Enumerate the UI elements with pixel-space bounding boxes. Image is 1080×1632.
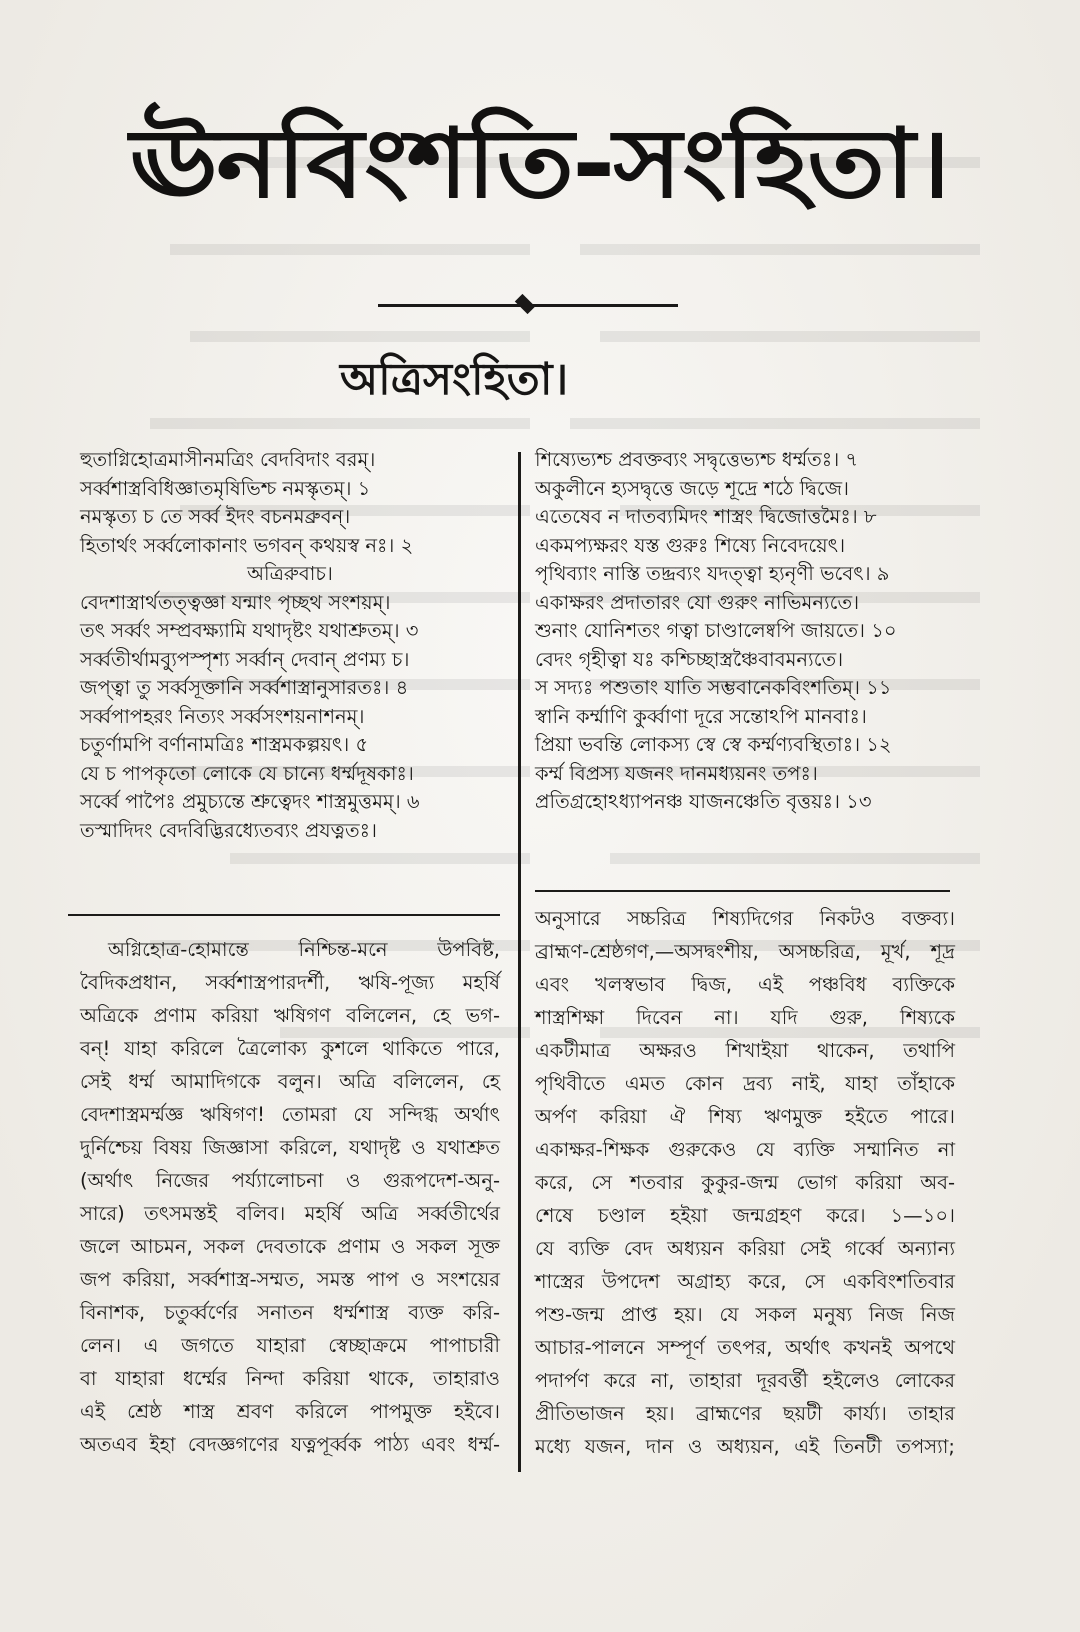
verse-line: জপ্ত্বা তু সর্ব্বসূক্তানি সর্ব্বশাস্ত্রানুসারতঃ। ৪: [80, 676, 409, 699]
prose-line: একটীমাত্র অক্ষরও শিখাইয়া থাকেন, তথাপি: [535, 1039, 955, 1062]
section-rule-left: [68, 914, 500, 916]
section-rule-right: [535, 890, 950, 892]
prose-line: অর্পণ করিয়া ঐ শিষ্য ঋণমুক্ত হইতে পারে।: [535, 1105, 955, 1128]
title-ornament-divider: [378, 298, 678, 312]
prose-line: অতএব ইহা বেদজ্ঞগণের যত্নপূর্ব্বক পাঠ্য এবং ধর্ম্ম-: [80, 1433, 500, 1456]
verse-line: বেদশাস্ত্রার্থতত্ত্বজ্ঞা যন্মাং পৃচ্ছথ সংশয়ম্।: [80, 590, 391, 614]
prose-line: (অর্থাৎ নিজের পর্য্যালোচনা ও গুরূপদেশ-অনু-: [80, 1169, 500, 1192]
prose-line: অত্রিকে প্রণাম করিয়া ঋষিগণ বলিলেন, হে ভগ-: [80, 1004, 500, 1027]
ornament-diamond-icon: [515, 294, 535, 314]
prose-line: শাস্ত্রের উপদেশ অগ্রাহ্য করে, সে একবিংশতিবার: [535, 1270, 955, 1293]
prose-line: লেন। এ জগতে যাহারা স্বেচ্ছাক্রমে পাপাচারী: [80, 1334, 500, 1357]
prose-line: যে ব্যক্তি বেদ অধ্যয়ন করিয়া সেই গর্ব্বে অন্যান্য: [535, 1237, 955, 1260]
verse-line: শিষ্যেভ্যশ্চ প্রবক্তব্যং সদ্বৃত্তেভ্যশ্চ ধর্ম্মতঃ। ৭: [535, 448, 859, 471]
prose-line: বন্! যাহা করিলে ত্রৈলোক্য কুশলে থাকিতে পারে,: [80, 1037, 500, 1060]
prose-line: করে, সে শতবার কুকুর-জন্ম ভোগ করিয়া অব-: [535, 1171, 955, 1194]
prose-line: সারে) তৎসমস্তই বলিব। মহর্ষি অত্রি সর্ব্বতীর্থের: [80, 1202, 500, 1225]
prose-line: প্রীতিভাজন হয়। ব্রাহ্মণের ছয়টী কার্য্য। তাহার: [535, 1402, 955, 1425]
verse-line: এতেষেব ন দাতব্যমিদং শাস্ত্রং দ্বিজোত্তমৈঃ। ৮: [535, 505, 877, 528]
prose-line: শেষে চণ্ডাল হইয়া জন্মগ্রহণ করে। ১—১০।: [535, 1204, 955, 1227]
prose-line: পশু-জন্ম প্রাপ্ত হয়। যে সকল মনুষ্য নিজ নিজ: [535, 1303, 955, 1326]
verse-line: একমপ্যক্ষরং যস্ত গুরুঃ শিষ্যে নিবেদয়েৎ।: [535, 533, 846, 557]
verse-line: পৃথিব্যাং নাস্তি তদ্দ্রব্যং যদত্ত্বা হ্যনৃণী ভবেৎ। ৯: [535, 562, 890, 585]
prose-line: জলে আচমন, সকল দেবতাকে প্রণাম ও সকল সূক্ত: [80, 1235, 500, 1258]
verse-line: হিতার্থং সর্ব্বলোকানাং ভগবন্ কথয়স্ব নঃ। ২: [80, 533, 414, 557]
verse-line: শুনাং যোনিশতং গত্বা চাণ্ডালেষ্বপি জায়তে। ১০: [535, 619, 897, 642]
prose-line: বিনাশক, চতুর্ব্বর্ণের সনাতন ধর্ম্মশাস্ত্র ব্যক্ত করি-: [80, 1301, 500, 1324]
prose-line: আচার-পালনে সম্পূর্ণ তৎপর, অর্থাৎ কখনই অপথে: [535, 1336, 955, 1359]
prose-line: অনুসারে সচ্চরিত্র শিষ্যদিগের নিকটও বক্তব্য।: [535, 907, 955, 930]
prose-line: বা যাহারা ধর্ম্মের নিন্দা করিয়া থাকে, তাহারাও: [80, 1367, 500, 1390]
verse-line: তৎ সর্ব্বং সম্প্রবক্ষ্যামি যথাদৃষ্টং যথাশ্রুতম্। ৩: [80, 619, 419, 642]
sanskrit-verses-right: [535, 446, 955, 817]
verse-line: প্রতিগ্রহোঽধ্যাপনঞ্চ যাজনঞ্চেতি বৃত্তয়ঃ। ১৩: [535, 790, 872, 813]
section-subtitle: অত্রিসংহিতা।: [340, 354, 569, 405]
prose-line: বেদশাস্ত্রমর্ম্মজ্ঞ ঋষিগণ! তোমরা যে সন্দিগ্ধ অর্থাৎ: [80, 1103, 500, 1126]
verse-line: একাক্ষরং প্রদাতারং যো গুরুং নাভিমন্যতে।: [535, 590, 860, 614]
prose-line: ব্রাহ্মণ-শ্রেষ্ঠগণ,—অসদ্বংশীয়, অসচ্চরিত্র, মূর্খ, শূদ্র: [535, 940, 955, 963]
prose-line: সেই ধর্ম্ম আমাদিগকে বলুন। অত্রি বলিলেন, হে: [80, 1070, 500, 1093]
prose-line: মধ্যে যজন, দান ও অধ্যয়ন, এই তিনটী তপস্যা;: [535, 1435, 955, 1458]
verse-line: সর্ব্বে পাপৈঃ প্রমুচ্যন্তে শ্রুত্বেদং শাস্ত্রমুত্তমম্। ৬: [80, 790, 420, 813]
verse-line: সর্ব্বপাপহরং নিত্যং সর্ব্বসংশয়নাশনম্।: [80, 704, 365, 728]
page-title: ঊনবিংশতি-সংহিতা।: [130, 107, 949, 220]
prose-line: এবং খলস্বভাব দ্বিজ, এই পঞ্চবিধ ব্যক্তিকে: [535, 973, 955, 996]
verse-line: কর্ম্ম বিপ্রস্য যজনং দানমধ্যয়নং তপঃ।: [535, 761, 818, 785]
prose-line: পৃথিবীতে এমত কোন দ্রব্য নাই, যাহা তাঁহাকে: [535, 1072, 955, 1095]
verse-line: অকুলীনে হ্যসদ্বৃত্তে জড়ে শূদ্রে শঠে দ্বিজে।: [535, 476, 850, 500]
prose-line: বৈদিকপ্রধান, সর্ব্বশাস্ত্রপারদর্শী, ঋষি-পূজ্য মহর্ষি: [80, 971, 500, 994]
sanskrit-verses-left: [80, 446, 500, 845]
verse-line: নমস্কৃত্য চ তে সর্ব্ব ইদং বচনমব্রুবন্।: [80, 505, 351, 528]
bengali-translation-right: [535, 902, 955, 1463]
prose-line: জপ করিয়া, সর্ব্বশাস্ত্র-সম্মত, সমস্ত পাপ ও সংশয়ের: [80, 1268, 500, 1291]
column-divider: [518, 452, 521, 1472]
verse-line: স্বানি কর্ম্মাণি কুর্ব্বাণা দূরে সন্তোঽপি মানবাঃ।: [535, 704, 867, 728]
verse-line: স সদ্যঃ পশুতাং যাতি সম্ভবানেকবিংশতিম্। ১১: [535, 676, 892, 699]
prose-line: পদার্পণ করে না, তাহারা দূরবর্ত্তী হইলেও লোকের: [535, 1369, 955, 1392]
bengali-translation-left: [80, 933, 500, 1461]
verse-line: সর্ব্বশাস্ত্রবিধিজ্ঞাতমৃষিভিশ্চ নমস্কৃতম্। ১: [80, 476, 371, 500]
verse-line: যে চ পাপকৃতো লোকে যে চান্যে ধর্ম্মদূষকাঃ।: [80, 761, 414, 785]
verse-line: প্রিয়া ভবন্তি লোকস্য স্বে স্বে কর্ম্মণ্যবস্থিতাঃ। ১২: [535, 733, 892, 756]
verse-line: সর্ব্বতীর্থাম্ব্যুপস্পৃশ্য সর্ব্বান্ দেবান্ প্রণম্য চ।: [80, 647, 410, 671]
prose-line: দুর্নিশ্চেয় বিষয় জিজ্ঞাসা করিলে, যথাদৃষ্ট ও যথাশ্রুত: [80, 1136, 500, 1159]
verse-line: বেদং গৃহীত্বা যঃ কশ্চিচ্ছাস্ত্রঞ্চৈবাবমন্যতে।: [535, 647, 844, 671]
verse-line: তস্মাদিদং বেদবিদ্ভিরধ্যেতব্যং প্রযত্নতঃ।: [80, 818, 377, 842]
prose-line: শাস্ত্রশিক্ষা দিবেন না। যদি গুরু, শিষ্যকে: [535, 1006, 955, 1029]
prose-line: একাক্ষর-শিক্ষক গুরুকেও যে ব্যক্তি সম্মানিত না: [535, 1138, 955, 1161]
prose-line: এই শ্রেষ্ঠ শাস্ত্র শ্রবণ করিলে পাপমুক্ত হইবে।: [80, 1400, 500, 1423]
verse-line: চতুর্ণামপি বর্ণানামত্রিঃ শাস্ত্রমকল্পয়ৎ। ৫: [80, 733, 369, 756]
prose-line: অগ্নিহোত্র-হোমান্তে নিশ্চিন্ত-মনে উপবিষ্ট,: [108, 938, 500, 961]
verse-line: হুতাগ্নিহোত্রমাসীনমত্রিং বেদবিদাং বরম্।: [80, 448, 376, 471]
speaker-heading: অত্রিরুবাচ।: [247, 562, 333, 585]
